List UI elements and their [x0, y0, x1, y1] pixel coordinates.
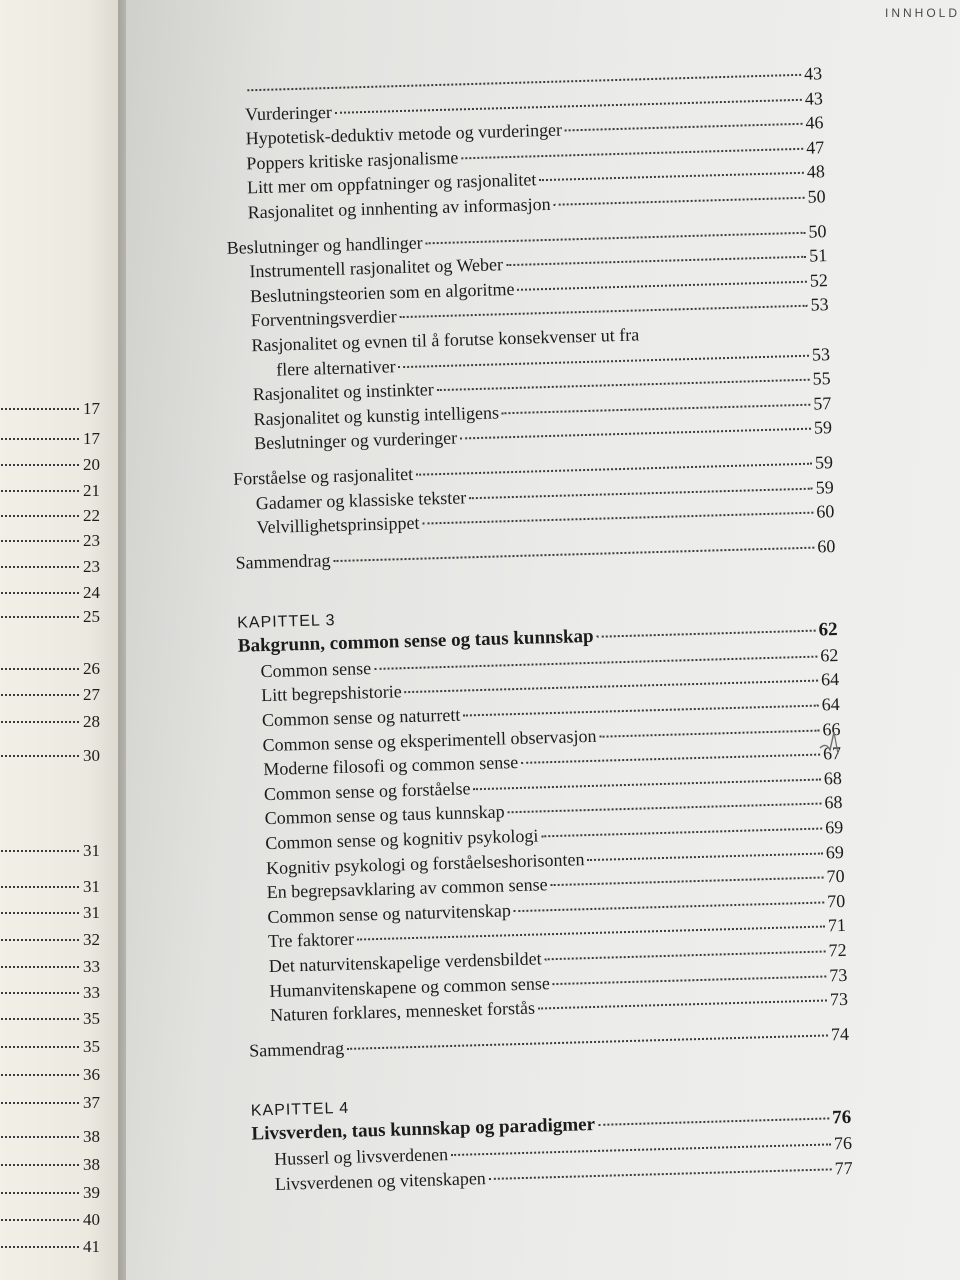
- left-toc-row: 31: [0, 838, 100, 864]
- chapter-label: KAPITTEL 4: [250, 1100, 350, 1120]
- left-toc-row: 33: [0, 980, 100, 1006]
- left-toc-row: 40: [0, 1207, 100, 1233]
- left-toc-row: 25: [0, 604, 100, 630]
- table-of-contents: [222, 61, 853, 1196]
- toc-entry: Rasjonalitet og kunstig intelligens 57: [253, 392, 832, 429]
- toc-entry: Instrumentell rasjonalitet og Weber 51: [249, 245, 828, 282]
- toc-entry-continuation: flere alternativer 53: [275, 343, 831, 380]
- toc-entry: Common sense og eksperimentell observasjon 66: [262, 718, 841, 755]
- toc-entry: Common sense og taus kunnskap 68: [264, 792, 843, 829]
- toc-entry: Litt begrepshistorie 64: [260, 669, 840, 706]
- left-toc-row: 26: [0, 656, 100, 682]
- running-head: INNHOLD: [884, 6, 960, 20]
- left-toc-row: 35: [0, 1034, 100, 1060]
- toc-entry: Common sense og kognitiv psykologi 69: [265, 816, 844, 854]
- toc-entry: Rasjonalitet og innhenting av informasjon 50: [247, 186, 826, 223]
- toc-entry: Rasjonalitet og instinkter 55: [252, 368, 831, 405]
- toc-entry: Litt mer om oppfatninger og rasjonalitet 48: [246, 161, 826, 198]
- toc-entry: Hypotetisk-deduktiv metode og vurderinger 46: [245, 112, 824, 149]
- left-toc-row: 27: [0, 682, 100, 708]
- left-toc-row: 32: [0, 927, 100, 953]
- toc-entry: Livsverdenen og vitenskapen 77: [274, 1157, 853, 1194]
- left-toc-row: 38: [0, 1124, 100, 1150]
- chapter-label: KAPITTEL 3: [237, 612, 336, 633]
- toc-section: Forståelse og rasjonalitet 59: [232, 452, 834, 489]
- right-page: [126, 0, 960, 1280]
- left-toc-row: 37: [0, 1090, 100, 1116]
- toc-entry: En begrepsavklaring av common sense 70: [266, 866, 845, 903]
- left-toc-row: 30: [0, 743, 100, 769]
- toc-entry: Poppers kritiske rasjonalisme 47: [246, 136, 825, 174]
- left-toc-row: 21: [0, 478, 100, 504]
- toc-section: Beslutninger og handlinger 50: [226, 220, 827, 258]
- left-toc-row: 36: [0, 1062, 100, 1088]
- toc-entry: Moderne filosofi og common sense 67: [263, 743, 842, 780]
- left-toc-row: 41: [0, 1234, 100, 1260]
- toc-entry: Humanvitenskapene og common sense 73: [269, 964, 848, 1001]
- toc-summary: Sammendrag 60: [235, 535, 836, 573]
- chapter-title: Bakgrunn, common sense og taus kunnskap 62: [237, 619, 838, 658]
- toc-entry: Common sense og forståelse 68: [263, 767, 843, 804]
- left-toc-row: 38: [0, 1152, 100, 1178]
- left-page: [0, 0, 126, 1280]
- toc-entry: Beslutninger og vurderinger 59: [253, 417, 833, 454]
- chapter-title: Livsverden, taus kunnskap og paradigmer 76: [251, 1107, 852, 1145]
- left-toc-row: 22: [0, 503, 100, 529]
- toc-entry: Husserl og livsverdenen 76: [273, 1132, 853, 1169]
- toc-entry: 43: [222, 61, 822, 102]
- toc-entry: Velvillighetsprinsippet 60: [256, 501, 835, 538]
- left-toc-row: 31: [0, 874, 100, 900]
- left-toc-row: 28: [0, 709, 100, 735]
- toc-entry: Kognitiv psykologi og forståelseshorisonten 69: [265, 841, 845, 878]
- toc-entry: Common sense og naturvitenskap 70: [267, 890, 846, 927]
- left-toc-row: 23: [0, 528, 100, 554]
- toc-entry: Gadamer og klassiske tekster 59: [255, 476, 834, 513]
- left-toc-row: 31: [0, 900, 100, 926]
- toc-entry: Vurderinger 43: [244, 87, 824, 124]
- left-toc-row: 39: [0, 1180, 100, 1206]
- toc-entry: Common sense og naturrett 64: [261, 694, 841, 731]
- toc-entry: Common sense 62: [260, 644, 839, 682]
- left-toc-row: 24: [0, 580, 100, 606]
- toc-entry: Tre faktorer 71: [267, 915, 847, 952]
- toc-entry: Forventningsverdier 53: [250, 294, 829, 331]
- toc-entry: Det naturvitenskapelige verdensbildet 72: [268, 939, 847, 977]
- left-toc-row: 35: [0, 1006, 100, 1032]
- pencil-checkmark: [818, 726, 844, 756]
- toc-entry: Rasjonalitet og evnen til å forutse konsekvenser ut fra: [251, 324, 640, 356]
- left-toc-row: 23: [0, 554, 100, 580]
- left-toc-row: 17: [0, 426, 100, 452]
- left-toc-row: 33: [0, 954, 100, 980]
- toc-summary: Sammendrag 74: [248, 1023, 850, 1061]
- toc-entry: Beslutningsteorien som en algoritme 52: [249, 269, 829, 307]
- left-toc-row: 20: [0, 452, 100, 478]
- left-toc-row: 17: [0, 396, 100, 422]
- toc-entry: Naturen forklares, mennesket forstås 73: [269, 989, 849, 1026]
